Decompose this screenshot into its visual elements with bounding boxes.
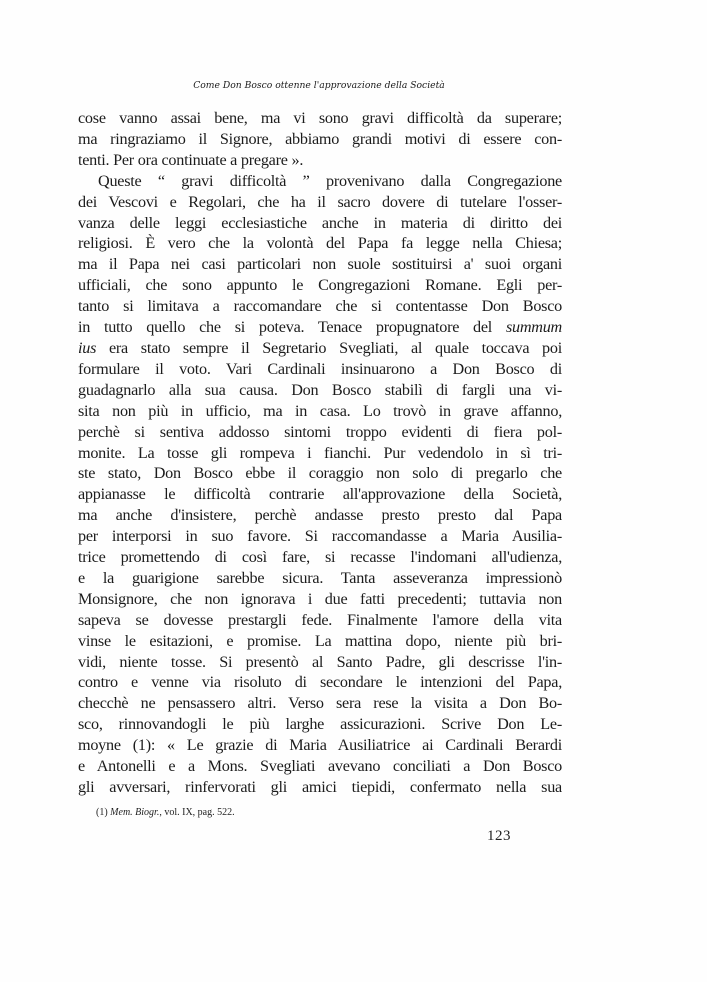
text-line: vidi, niente tosse. Si presentò al Santo Padre, gli descrisse l'in- <box>78 652 562 671</box>
text-line: Monsignore, che non ignorava i due fatti precedenti; tuttavia non <box>78 589 562 608</box>
text-line: vanza delle leggi ecclesiastiche anche in materia di diritto dei <box>78 213 562 232</box>
page-number: 123 <box>487 828 511 844</box>
text-line: sapeva se dovesse prestargli fede. Finalmente l'amore della vita <box>78 610 562 629</box>
text-segment: era stato sempre il Segretario Svegliati, al quale toccava poi <box>108 338 562 357</box>
text-line: sita non più in ufficio, ma in casa. Lo trovò in grave affanno, <box>78 401 562 420</box>
text-line: dei Vescovi e Regolari, che ha il sacro dovere di tutelare l'osser- <box>78 192 562 211</box>
text-line <box>78 338 562 359</box>
text-line: moyne (1): « Le grazie di Maria Ausiliatrice ai Cardinali Berardi <box>78 736 562 755</box>
text-line: guadagnarlo alla sua causa. Don Bosco stabilì di fargli una vi- <box>78 380 562 399</box>
text-line: tenti. Per ora continuate a pregare ». <box>78 150 304 169</box>
text-line: tanto si limitava a raccomandare che si contentasse Don Bosco <box>78 297 562 316</box>
text-line: per interporsi in suo favore. Si raccomandasse a Maria Ausilia- <box>78 527 562 546</box>
text-line: checchè ne pensassero altri. Verso sera rese la visita a Don Bo- <box>78 694 562 713</box>
text-line: ma anche d'insistere, perchè andasse presto presto dal Papa <box>78 506 562 525</box>
text-line: perchè si sentiva addosso sintomi troppo evidenti di fiera pol- <box>78 422 562 441</box>
text-line: e Antonelli e a Mons. Svegliati avevano conciliati a Don Bosco <box>78 757 562 776</box>
latin-term: summum <box>505 318 562 337</box>
footnote-source: Mem. Biogr. <box>110 807 160 818</box>
text-line: Queste “ gravi difficoltà ” provenivano dalla Congregazione <box>98 171 562 190</box>
text-line: appianasse le difficoltà contrarie all'approvazione della Società, <box>78 485 562 504</box>
text-line: monite. La tosse gli rompeva i fianchi. Pur vedendolo in sì tri- <box>78 443 562 462</box>
latin-term: ius <box>78 338 97 357</box>
body-text <box>78 108 562 798</box>
text-line: ma il Papa nei casi particolari non suole sostituirsi a' suoi organi <box>78 255 562 274</box>
text-line: formulare il voto. Vari Cardinali insinuarono a Don Bosco di <box>78 359 562 378</box>
text-line: cose vanno assai bene, ma vi sono gravi difficoltà da superare; <box>78 109 562 127</box>
text-line: ufficiali, che sono appunto le Congregazioni Romane. Egli per- <box>78 276 562 295</box>
text-segment: in tutto quello che si poteva. Tenace propugnatore del <box>78 318 493 337</box>
text-line: vinse le esitazioni, e promise. La mattina dopo, niente più bri- <box>78 631 562 650</box>
text-line <box>78 317 562 338</box>
text-line: sco, rinnovandogli le più larghe assicurazioni. Scrive Don Le- <box>78 715 562 734</box>
text-line: contro e venne via risoluto di secondare le intenzioni del Papa, <box>78 673 562 692</box>
text-line: e la guarigione sarebbe sicura. Tanta asseveranza impressionò <box>78 568 562 587</box>
footnote <box>96 806 235 819</box>
text-line: trice promettendo di così fare, si recasse l'indomani all'udienza, <box>78 548 562 567</box>
running-header: Come Don Bosco ottenne l'approvazione della Società <box>193 80 445 91</box>
text-line: ma ringraziamo il Signore, abbiamo grandi motivi di essere con- <box>78 129 562 148</box>
footnote-reference: , vol. IX, pag. 522. <box>159 807 235 818</box>
text-line: ste stato, Don Bosco ebbe il coraggio non solo di pregarlo che <box>78 464 562 483</box>
footnote-marker: (1) <box>96 807 108 818</box>
text-line: gli avversari, rinfervorati gli amici tiepidi, confermato nella sua <box>78 778 562 796</box>
text-line: religiosi. È vero che la volontà del Papa fa legge nella Chiesa; <box>78 234 562 253</box>
